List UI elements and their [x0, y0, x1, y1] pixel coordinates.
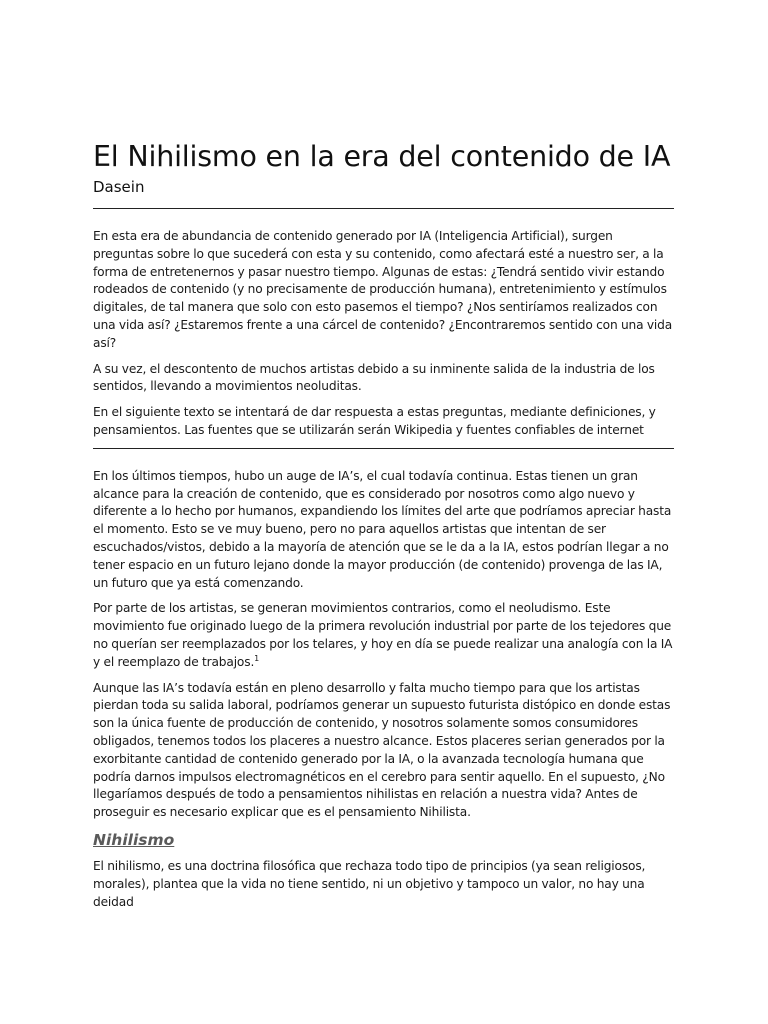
body-paragraph-3: Aunque las IA’s todavía están en pleno desarrollo y falta mucho tiempo para que los artistas pierdan toda su salida laboral, podríamos generar un supuesto futurista distópico en donde estas son la única fuente de producción de contenido, y nosotros solamente somos consumidores obligados, tenemos todos los placeres a nuestro alcance. Estos placeres serian generados por la exorbitante cantidad de contenido generado por la IA, o la avanzada tecnología humana que podría darnos impulsos electromagnéticos en el cerebro para sentir aquello. En el supuesto, ¿No llegaríamos después de todo a pensamientos nihilistas en relación a nuestra vida? Antes de proseguir es necesario explicar que es el pensamiento Nihilista.	[93, 680, 671, 820]
section-heading-nihilismo: Nihilismo	[93, 830, 175, 849]
intro-paragraph-3: En el siguiente texto se intentará de dar respuesta a estas preguntas, mediante definiciones, y pensamientos. Las fuentes que se utilizarán serán Wikipedia y fuentes confiables de internet	[93, 405, 656, 437]
body-paragraph-2	[93, 600, 674, 671]
body-paragraph-1: En los últimos tiempos, hubo un auge de IA’s, el cual todavía continua. Estas tienen un gran alcance para la creación de contenido, que es considerado por nosotros como algo nuevo y diferente a lo hecho por humanos, expandiendo los límites del arte que podríamos apreciar hasta el momento. Esto se ve muy bueno, pero no para aquellos artistas que intentan de ser escuchados/vistos, debido a la mayoría de atención que se le da a la IA, estos podrían llegar a no tener espacio en un futuro lejano donde la mayor producción (de contenido) provenga de las IA, un futuro que ya está comenzando.	[93, 468, 672, 590]
intro-paragraph-2: A su vez, el descontento de muchos artistas debido a su inminente salida de la industria de los sentidos, llevando a movimientos neoluditas.	[93, 361, 655, 394]
section-paragraph-1: El nihilismo, es una doctrina filosófica que rechaza todo tipo de principios (ya sean religiosos, morales), plantea que la vida no tiene sentido, ni un objetivo y tampoco un valor, no hay una deidad	[93, 858, 646, 909]
body-paragraph-2-text: Por parte de los artistas, se generan movimientos contrarios, como el neoludismo. Este movimiento fue originado luego de la primera revolución industrial por parte de los tejedores que no querían ser reemplazados por los telares, y hoy en día se puede realizar una analogía con la IA y el reemplazo de trabajos.	[93, 601, 673, 669]
section-divider	[93, 448, 674, 449]
document-content	[93, 138, 674, 911]
footnote-marker[interactable]: 1	[254, 653, 260, 663]
intro-paragraph-1: En esta era de abundancia de contenido generado por IA (Inteligencia Artificial), surgen preguntas sobre lo que sucederá con esta y su contenido, como afectará esté a nuestro ser, a la forma de entretenernos y pasar nuestro tiempo. Algunas de estas: ¿Tendrá sentido vivir estando rodeados de contenido (y no precisamente de producción humana), entretenimiento y estímulos digitales, de tal manera que solo con esto pasemos el tiempo? ¿Nos sentiríamos realizados con una vida así? ¿Estaremos frente a una cárcel de contenido? ¿Encontraremos sentido con una vida así?	[93, 229, 673, 350]
document-author: Dasein	[93, 178, 145, 196]
document-title: El Nihilismo en la era del contenido de IA	[93, 140, 671, 173]
title-divider	[93, 208, 674, 209]
